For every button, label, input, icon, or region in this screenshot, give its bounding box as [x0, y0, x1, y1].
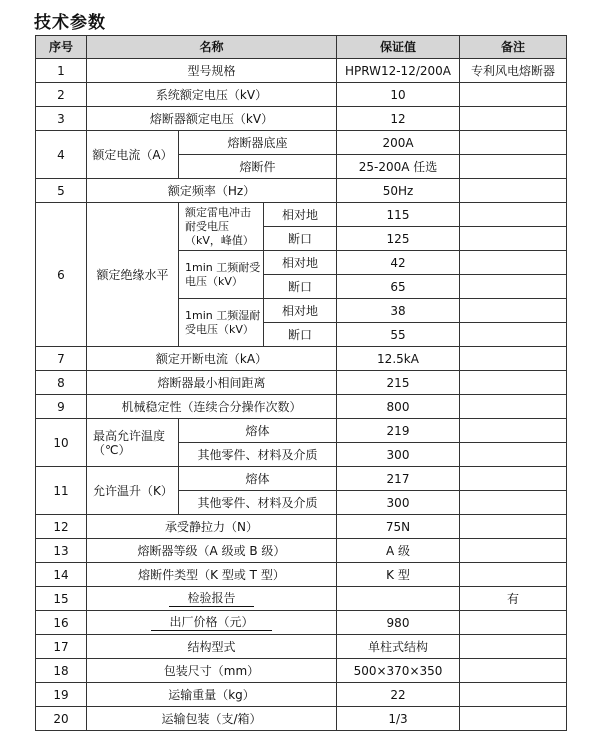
sub-item: 熔体 [179, 467, 337, 491]
table-row [36, 371, 567, 395]
table-row [36, 419, 567, 443]
row-remark [460, 107, 567, 131]
row-value: 300 [337, 443, 460, 467]
row-remark [460, 539, 567, 563]
row-remark [460, 611, 567, 635]
row-value: A 级 [337, 539, 460, 563]
row-value: 25-200A 任选 [337, 155, 460, 179]
row-number: 10 [36, 419, 87, 467]
row-name: 机械稳定性（连续合分操作次数） [87, 395, 337, 419]
sub-sub-item: 相对地 [264, 299, 337, 323]
table-row [36, 131, 567, 155]
row-number: 14 [36, 563, 87, 587]
sub-item: 其他零件、材料及介质 [179, 491, 337, 515]
row-name: 运输包装（支/箱） [87, 707, 337, 731]
table-row [36, 563, 567, 587]
table-row [36, 515, 567, 539]
row-name: 熔断器额定电压（kV） [87, 107, 337, 131]
row-value: 75N [337, 515, 460, 539]
sub-item: 熔体 [179, 419, 337, 443]
row-value: 42 [337, 251, 460, 275]
row-value: 300 [337, 491, 460, 515]
row-name-text: 出厂价格（元） [151, 615, 271, 631]
row-value: 215 [337, 371, 460, 395]
row-number: 8 [36, 371, 87, 395]
row-name: 允许温升（K） [87, 467, 179, 515]
row-value: 115 [337, 203, 460, 227]
table-row [36, 107, 567, 131]
row-number: 1 [36, 59, 87, 83]
row-remark [460, 83, 567, 107]
row-value: 12.5kA [337, 347, 460, 371]
row-remark: 专利风电熔断器 [460, 59, 567, 83]
row-name: 最高允许温度（℃） [87, 419, 179, 467]
sub-sub-item: 相对地 [264, 203, 337, 227]
table-row [36, 635, 567, 659]
row-value: 50Hz [337, 179, 460, 203]
row-remark [460, 635, 567, 659]
header-no: 序号 [36, 36, 87, 59]
row-name [87, 611, 337, 635]
row-name: 额定开断电流（kA） [87, 347, 337, 371]
row-remark [460, 299, 567, 323]
row-value: HPRW12-12/200A [337, 59, 460, 83]
row-value: 10 [337, 83, 460, 107]
row-number: 12 [36, 515, 87, 539]
row-name: 熔断件类型（K 型或 T 型） [87, 563, 337, 587]
row-value: 22 [337, 683, 460, 707]
row-number: 2 [36, 83, 87, 107]
table-row [36, 203, 567, 227]
sub-item: 1min 工频耐受电压（kV） [179, 251, 264, 299]
row-value: 219 [337, 419, 460, 443]
row-number: 17 [36, 635, 87, 659]
row-number: 5 [36, 179, 87, 203]
row-remark [460, 467, 567, 491]
row-name: 额定频率（Hz） [87, 179, 337, 203]
row-remark [460, 491, 567, 515]
row-name: 运输重量（kg） [87, 683, 337, 707]
row-number: 4 [36, 131, 87, 179]
row-remark [460, 563, 567, 587]
table-row [36, 83, 567, 107]
row-value: 980 [337, 611, 460, 635]
row-value: 1/3 [337, 707, 460, 731]
row-value: 12 [337, 107, 460, 131]
row-number: 13 [36, 539, 87, 563]
row-remark [460, 179, 567, 203]
header-name: 名称 [87, 36, 337, 59]
sub-item: 额定雷电冲击耐受电压（kV，峰值） [179, 203, 264, 251]
sub-item: 其他零件、材料及介质 [179, 443, 337, 467]
row-name: 结构型式 [87, 635, 337, 659]
row-number: 19 [36, 683, 87, 707]
sub-item: 熔断器底座 [179, 131, 337, 155]
row-number: 3 [36, 107, 87, 131]
row-remark [460, 395, 567, 419]
sub-item: 熔断件 [179, 155, 337, 179]
row-value: 200A [337, 131, 460, 155]
page-title: 技术参数 [34, 13, 106, 33]
row-value: 65 [337, 275, 460, 299]
row-remark [460, 323, 567, 347]
row-remark [460, 203, 567, 227]
row-number: 9 [36, 395, 87, 419]
row-number: 7 [36, 347, 87, 371]
row-name: 包装尺寸（mm） [87, 659, 337, 683]
row-value: 217 [337, 467, 460, 491]
spec-table [35, 35, 567, 731]
row-remark [460, 659, 567, 683]
row-name: 熔断器最小相间距离 [87, 371, 337, 395]
row-name: 型号规格 [87, 59, 337, 83]
table-row [36, 683, 567, 707]
table-row [36, 467, 567, 491]
table-row [36, 587, 567, 611]
row-value: 500×370×350 [337, 659, 460, 683]
row-remark: 有 [460, 587, 567, 611]
row-remark [460, 515, 567, 539]
row-number: 15 [36, 587, 87, 611]
table-row [36, 59, 567, 83]
row-value: 38 [337, 299, 460, 323]
row-name: 承受静拉力（N） [87, 515, 337, 539]
row-name-text: 检验报告 [169, 591, 253, 607]
row-number: 18 [36, 659, 87, 683]
row-name [87, 587, 337, 611]
table-row [36, 611, 567, 635]
row-remark [460, 155, 567, 179]
row-remark [460, 347, 567, 371]
row-value: 55 [337, 323, 460, 347]
row-value: K 型 [337, 563, 460, 587]
header-remark: 备注 [460, 36, 567, 59]
table-row [36, 347, 567, 371]
row-remark [460, 683, 567, 707]
row-remark [460, 443, 567, 467]
row-remark [460, 227, 567, 251]
row-remark [460, 251, 567, 275]
row-remark [460, 419, 567, 443]
row-number: 16 [36, 611, 87, 635]
row-value: 125 [337, 227, 460, 251]
row-number: 11 [36, 467, 87, 515]
sub-item: 1min 工频湿耐受电压（kV） [179, 299, 264, 347]
table-row [36, 659, 567, 683]
row-name: 额定绝缘水平 [87, 203, 179, 347]
table-row [36, 395, 567, 419]
row-remark [460, 371, 567, 395]
sub-sub-item: 相对地 [264, 251, 337, 275]
row-remark [460, 131, 567, 155]
header-value: 保证值 [337, 36, 460, 59]
sub-sub-item: 断口 [264, 323, 337, 347]
table-row [36, 179, 567, 203]
sub-sub-item: 断口 [264, 227, 337, 251]
row-number: 6 [36, 203, 87, 347]
row-number: 20 [36, 707, 87, 731]
row-value: 800 [337, 395, 460, 419]
header-row [36, 36, 567, 59]
row-name: 额定电流（A） [87, 131, 179, 179]
table-row [36, 539, 567, 563]
row-remark [460, 275, 567, 299]
row-name: 系统额定电压（kV） [87, 83, 337, 107]
sub-sub-item: 断口 [264, 275, 337, 299]
row-value [337, 587, 460, 611]
row-name: 熔断器等级（A 级或 B 级） [87, 539, 337, 563]
row-value: 单柱式结构 [337, 635, 460, 659]
